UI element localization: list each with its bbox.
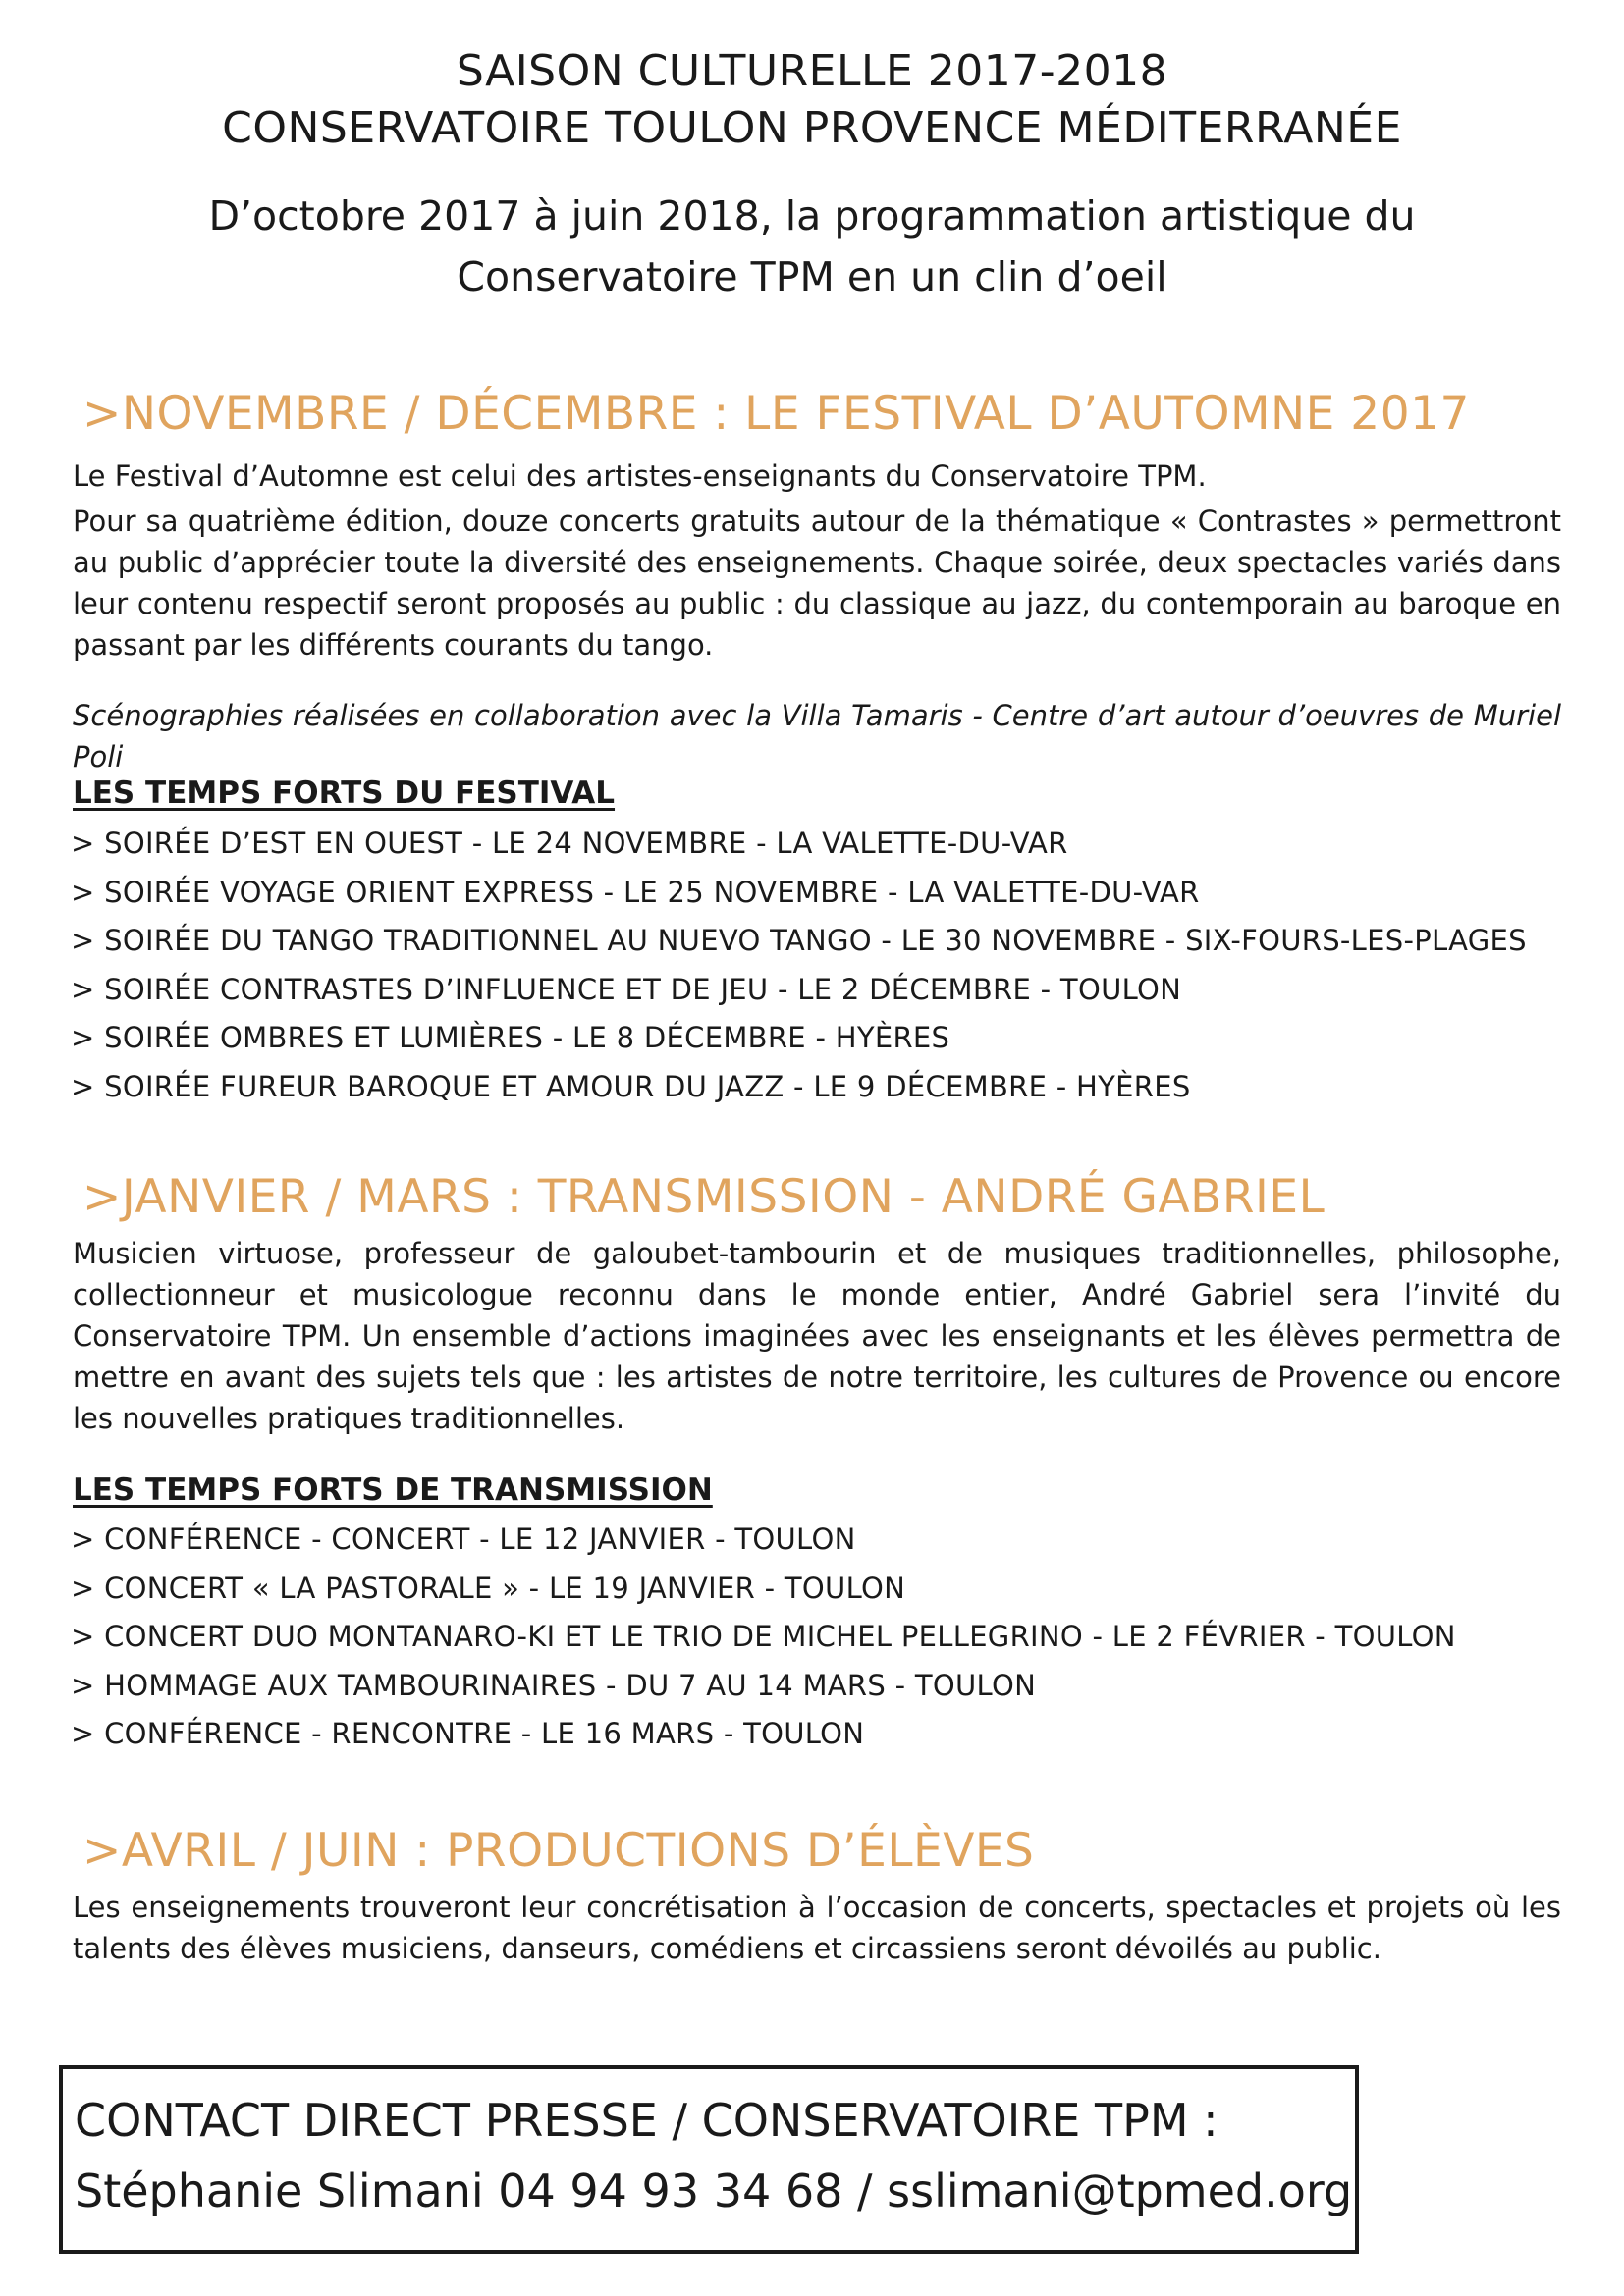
transmission-description: Musicien virtuose, professeur de galoubet-tambourin et de musiques traditionnelles, philosophe, collectionneur et musicologue reconnu dans le monde entier, André Gabriel sera l’invité du Conservatoire TPM. Un ensemble d’actions imaginées avec les enseignants et les élèves permettra de mettre en avant des sujets tels que : les artistes de notre territoire, les cultures de Provence ou encore les nouvelles pratiques traditionnelles. bbox=[73, 1237, 1561, 1435]
press-contact-title: CONTACT DIRECT PRESSE / CONSERVATOIRE TPM : bbox=[75, 2094, 1218, 2147]
transmission-highlights-list bbox=[71, 1516, 1456, 1759]
list-item: > CONCERT « LA PASTORALE » - LE 19 JANVIER - TOULON bbox=[71, 1565, 1456, 1614]
document-subtitle-line-2: Conservatoire TPM en un clin d’oeil bbox=[457, 253, 1167, 300]
press-contact-box bbox=[59, 2065, 1359, 2254]
list-item: > SOIRÉE FUREUR BAROQUE ET AMOUR DU JAZZ - LE 9 DÉCEMBRE - HYÈRES bbox=[71, 1063, 1527, 1112]
list-item: > CONFÉRENCE - CONCERT - LE 12 JANVIER - TOULON bbox=[71, 1516, 1456, 1565]
list-item: > SOIRÉE VOYAGE ORIENT EXPRESS - LE 25 NOVEMBRE - LA VALETTE-DU-VAR bbox=[71, 869, 1527, 918]
list-item: > HOMMAGE AUX TAMBOURINAIRES - DU 7 AU 14 MARS - TOULON bbox=[71, 1662, 1456, 1711]
list-item: > CONFÉRENCE - RENCONTRE - LE 16 MARS - TOULON bbox=[71, 1710, 1456, 1759]
document-title-line-2: CONSERVATOIRE TOULON PROVENCE MÉDITERRANÉE bbox=[222, 103, 1402, 153]
list-item: > CONCERT DUO MONTANARO-KI ET LE TRIO DE MICHEL PELLEGRINO - LE 2 FÉVRIER - TOULON bbox=[71, 1613, 1456, 1662]
festival-intro: Le Festival d’Automne est celui des artistes-enseignants du Conservatoire TPM. bbox=[73, 459, 1207, 493]
document-subtitle-line-1: D’octobre 2017 à juin 2018, la programmation artistique du bbox=[208, 192, 1416, 240]
festival-description: Pour sa quatrième édition, douze concerts gratuits autour de la thématique « Contrastes » permettront au public d’apprécier toute la diversité des enseignements. Chaque soirée, deux spectacles variés dans leur contenu respectif seront proposés au public : du classique au jazz, du contemporain au baroque en passant par les différents courants du tango. bbox=[73, 505, 1561, 662]
transmission-highlights-heading: LES TEMPS FORTS DE TRANSMISSION bbox=[73, 1472, 713, 1508]
productions-description: Les enseignements trouveront leur concrétisation à l’occasion de concerts, spectacles et projets où les talents des élèves musiciens, danseurs, comédiens et circassiens seront dévoilés au public. bbox=[73, 1891, 1561, 1965]
festival-scenography-credit: Scénographies réalisées en collaboration avec la Villa Tamaris - Centre d’art autour d’oeuvres de Muriel Poli bbox=[73, 699, 1561, 774]
document-title-line-1: SAISON CULTURELLE 2017-2018 bbox=[456, 46, 1168, 96]
press-contact-details: Stéphanie Slimani 04 94 93 34 68 / sslimani@tpmed.org bbox=[75, 2164, 1353, 2217]
list-item: > SOIRÉE D’EST EN OUEST - LE 24 NOVEMBRE - LA VALETTE-DU-VAR bbox=[71, 820, 1527, 869]
festival-highlights-list bbox=[71, 820, 1527, 1111]
festival-highlights-heading: LES TEMPS FORTS DU FESTIVAL bbox=[73, 775, 616, 811]
list-item: > SOIRÉE DU TANGO TRADITIONNEL AU NUEVO TANGO - LE 30 NOVEMBRE - SIX-FOURS-LES-PLAGES bbox=[71, 917, 1527, 966]
section-heading-festival: >NOVEMBRE / DÉCEMBRE : LE FESTIVAL D’AUTOMNE 2017 bbox=[82, 387, 1470, 441]
section-heading-productions: >AVRIL / JUIN : PRODUCTIONS D’ÉLÈVES bbox=[82, 1824, 1035, 1878]
list-item: > SOIRÉE CONTRASTES D’INFLUENCE ET DE JEU - LE 2 DÉCEMBRE - TOULON bbox=[71, 966, 1527, 1015]
list-item: > SOIRÉE OMBRES ET LUMIÈRES - LE 8 DÉCEMBRE - HYÈRES bbox=[71, 1014, 1527, 1063]
section-heading-transmission: >JANVIER / MARS : TRANSMISSION - ANDRÉ GABRIEL bbox=[82, 1170, 1326, 1224]
